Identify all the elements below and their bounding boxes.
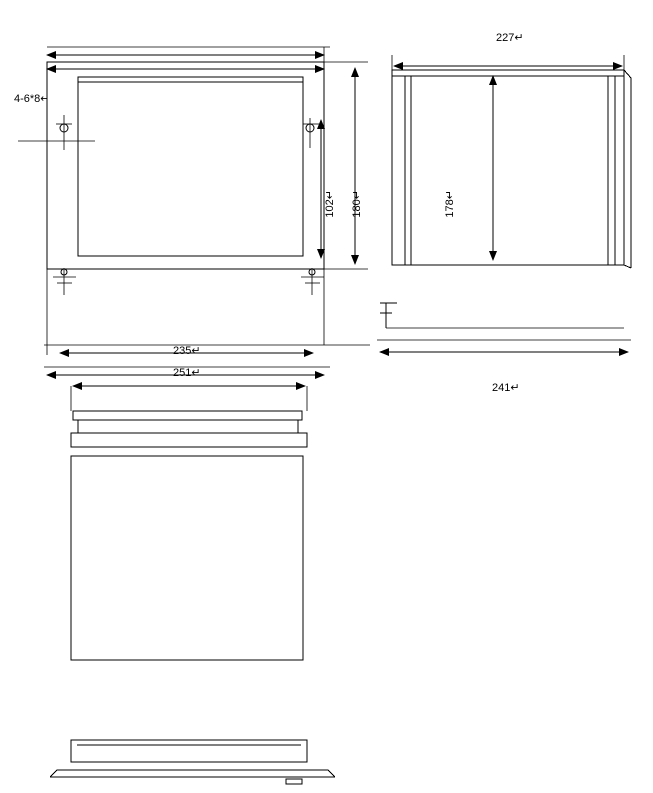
front-view (18, 47, 370, 375)
bottom-base-right-chamfer (328, 770, 335, 777)
dim-label-hole-spec: 4-6*8↵ (14, 93, 50, 105)
dim-label-102: 102↵ (324, 190, 336, 218)
dim-label-180: 180↵ (351, 190, 363, 218)
side-edge-chamfer-top (624, 70, 631, 78)
side-edge-chamfer-bottom (624, 265, 631, 268)
dim-label-251: 251↵ (173, 367, 201, 379)
bottom-base-left-chamfer (50, 770, 57, 777)
side-view (377, 55, 631, 352)
front-inner-panel (78, 77, 303, 256)
side-outer-body (392, 70, 624, 265)
dim-label-235: 235↵ (173, 345, 201, 357)
dim-label-241: 241↵ (492, 382, 520, 394)
bottom-foot-tab (286, 779, 302, 784)
top-slab-mid (78, 420, 298, 433)
top-slab-lower (71, 433, 307, 447)
top-main-body (71, 456, 303, 660)
dim-label-227: 227↵ (496, 32, 524, 44)
bottom-slab (71, 740, 307, 762)
top-view (71, 386, 307, 660)
top-slab-upper (73, 411, 302, 420)
bottom-view (50, 740, 335, 784)
dim-label-178: 178↵ (444, 190, 456, 218)
